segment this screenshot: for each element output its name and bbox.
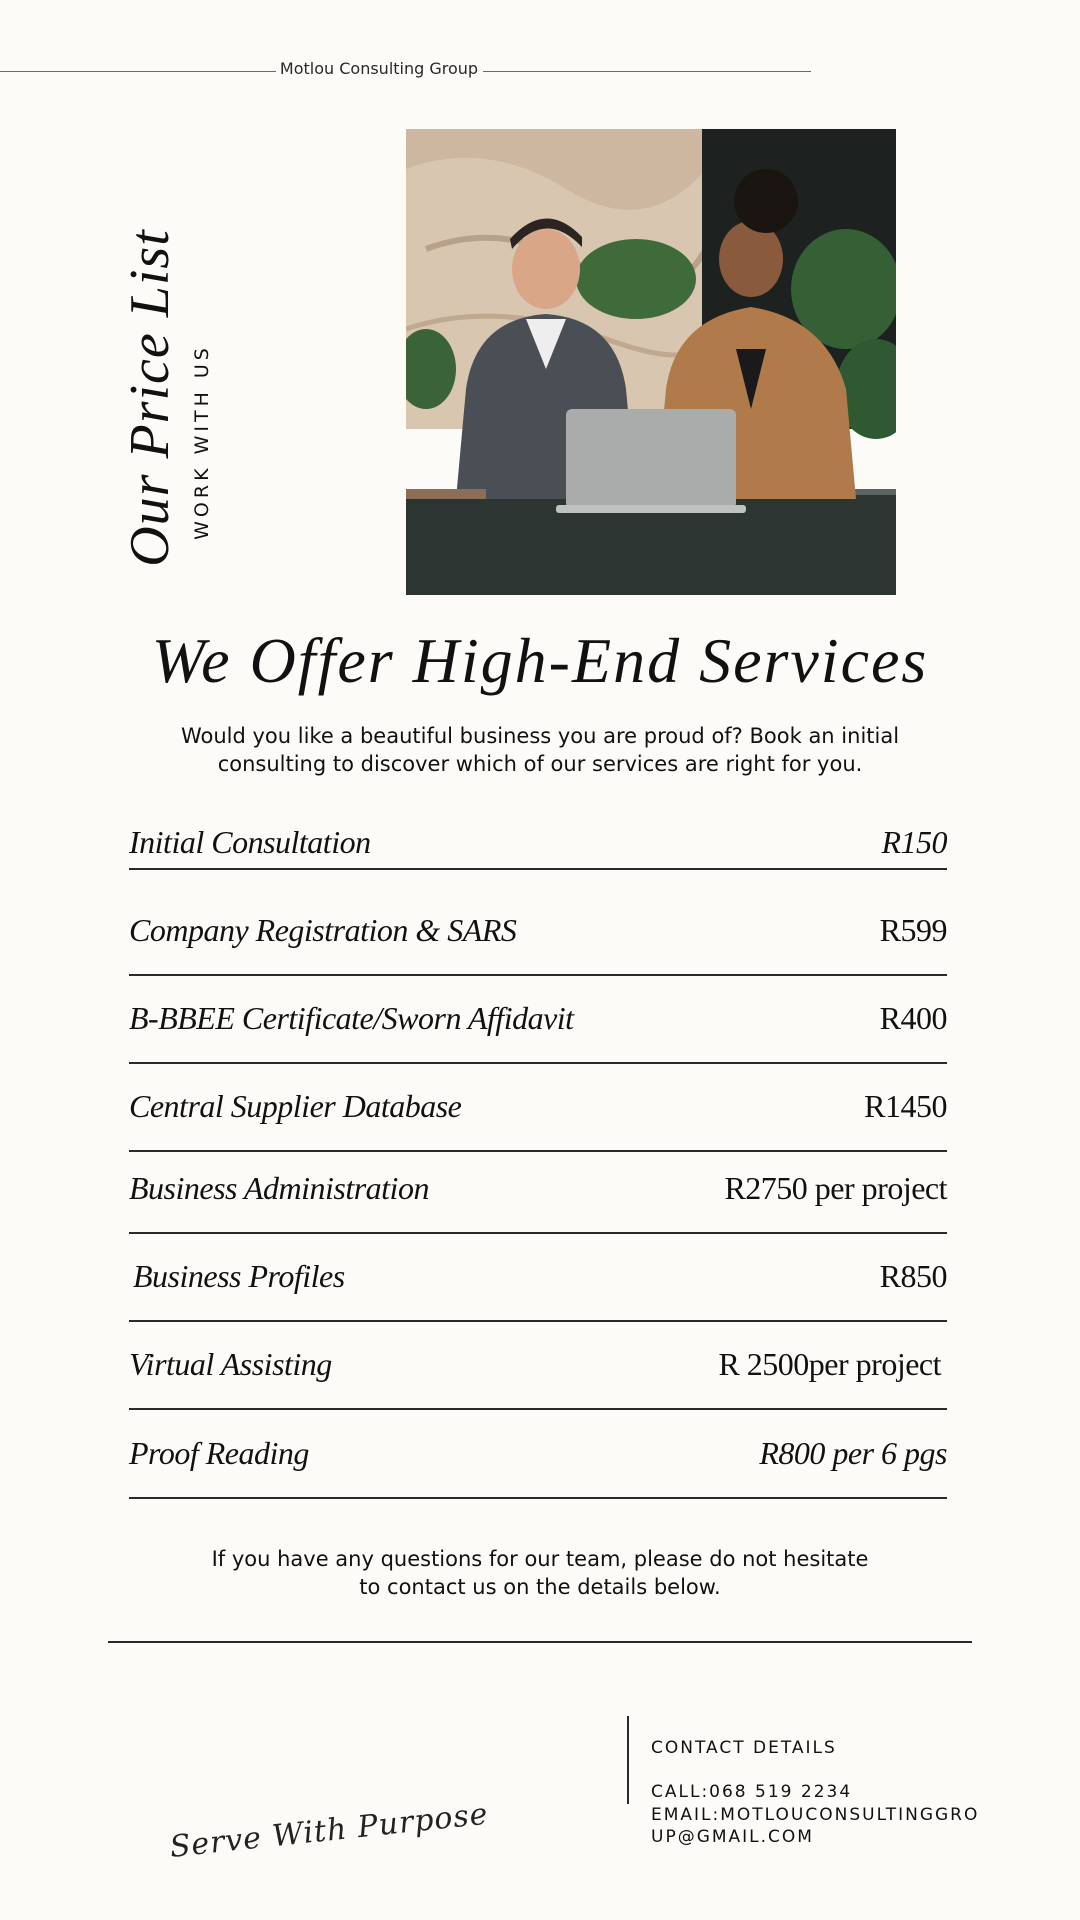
header-rule-left bbox=[0, 71, 276, 72]
service-name: Business Profiles bbox=[133, 1258, 345, 1294]
contact-vertical-rule bbox=[627, 1716, 629, 1804]
service-price: R2750 per project bbox=[724, 1170, 947, 1206]
services-headline: We Offer High-End Services bbox=[151, 625, 929, 696]
price-divider bbox=[129, 1320, 947, 1322]
price-row-bbbee bbox=[129, 1000, 947, 1052]
hero-photo bbox=[406, 129, 896, 595]
brand-name: Motlou Consulting Group bbox=[279, 59, 479, 78]
service-price: R400 bbox=[879, 1000, 947, 1036]
price-list-title: Our Price List bbox=[119, 229, 181, 567]
service-name: B-BBEE Certificate/Sworn Affidavit bbox=[129, 1000, 574, 1036]
service-price: R150 bbox=[881, 824, 947, 860]
outro-line-2: to contact us on the details below. bbox=[359, 1575, 721, 1599]
service-name: Company Registration & SARS bbox=[129, 912, 517, 948]
service-name: Virtual Assisting bbox=[129, 1346, 332, 1382]
outro-line-1: If you have any questions for our team, please do not hesitate bbox=[211, 1547, 869, 1571]
tagline-signature: Serve With Purpose bbox=[168, 1796, 491, 1865]
contact-details-title: CONTACT DETAILS bbox=[651, 1738, 837, 1758]
price-divider bbox=[129, 1232, 947, 1234]
contact-email[interactable]: EMAIL:MOTLOUCONSULTINGGROUP@GMAIL.COM bbox=[651, 1805, 980, 1847]
contact-phone[interactable]: CALL:068 519 2234 bbox=[651, 1782, 853, 1802]
intro-line-1: Would you like a beautiful business you are proud of? Book an initial bbox=[180, 724, 900, 748]
service-price: R1450 bbox=[864, 1088, 947, 1124]
footer-divider bbox=[108, 1641, 972, 1643]
service-name: Central Supplier Database bbox=[129, 1088, 462, 1124]
price-row-proof-reading bbox=[129, 1435, 947, 1487]
service-name: Proof Reading bbox=[129, 1435, 309, 1471]
price-divider bbox=[129, 1150, 947, 1152]
service-name: Business Administration bbox=[129, 1170, 429, 1206]
price-row-business-administration bbox=[129, 1170, 947, 1222]
price-divider bbox=[129, 1497, 947, 1499]
header-rule-right bbox=[483, 71, 811, 72]
price-row-initial-consultation bbox=[129, 824, 947, 876]
intro-line-2: consulting to discover which of our services are right for you. bbox=[217, 752, 863, 776]
price-row-business-profiles bbox=[129, 1258, 947, 1310]
price-row-company-registration bbox=[129, 912, 947, 964]
price-divider bbox=[129, 1408, 947, 1410]
work-with-us-label: WORK WITH US bbox=[191, 344, 213, 540]
service-name: Initial Consultation bbox=[129, 824, 371, 860]
service-price: R 2500per project bbox=[718, 1346, 941, 1382]
price-divider bbox=[129, 974, 947, 976]
service-price: R800 per 6 pgs bbox=[759, 1435, 947, 1471]
price-row-central-supplier bbox=[129, 1088, 947, 1140]
price-row-virtual-assisting bbox=[129, 1346, 947, 1398]
price-divider bbox=[129, 1062, 947, 1064]
price-divider bbox=[129, 868, 947, 870]
service-price: R850 bbox=[879, 1258, 947, 1294]
service-price: R599 bbox=[879, 912, 947, 948]
